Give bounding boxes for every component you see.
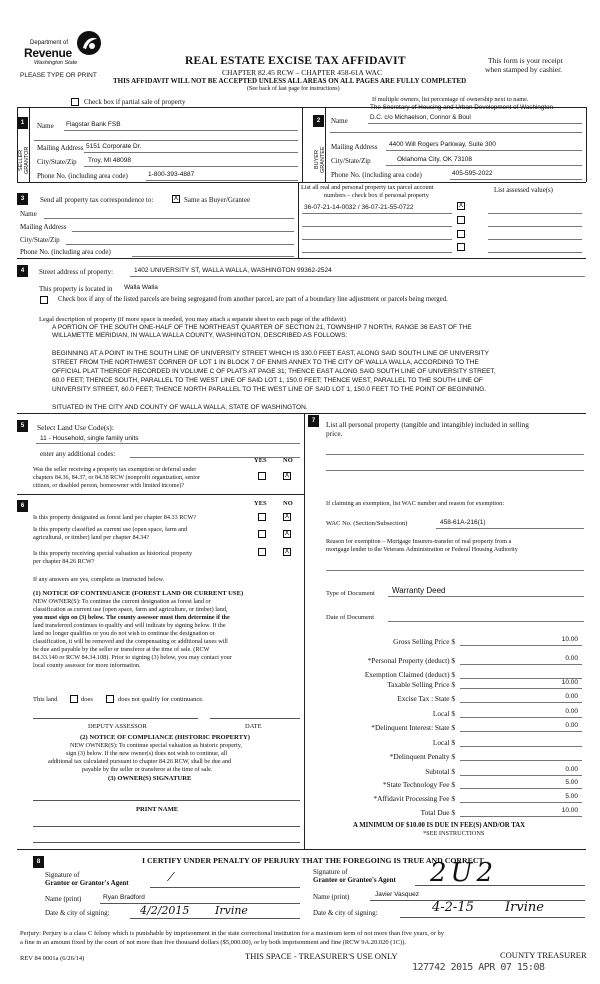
same-as-buyer-checkbox[interactable]: X: [173, 195, 179, 202]
if-yes-note: If any answers are yes, complete as instructed below.: [33, 576, 165, 583]
print-name-label: PRINT NAME: [136, 806, 179, 813]
fee-value[interactable]: 0.00: [565, 693, 578, 700]
fee-label: Total Due $: [420, 808, 455, 817]
grantee-name[interactable]: Javier Vasquez: [375, 891, 419, 898]
grantee-date-label: Date & city of signing:: [313, 909, 378, 917]
does-not-checkbox[interactable]: [106, 695, 114, 703]
parcel-1-checkbox[interactable]: X: [458, 202, 464, 209]
legal-line8: SITUATED IN THE CITY AND COUNTY OF WALLA WALLA, STATE OF WASHINGTON.: [52, 404, 308, 411]
fee-value[interactable]: 10.00: [561, 636, 578, 643]
wac-label: WAC No. (Section/Subsection): [326, 520, 408, 527]
fee-label: Excise Tax : State $: [397, 694, 455, 703]
reason-line2: mortgage lender to the Veterans Administration or Federal Housing Authority: [326, 546, 518, 553]
grantor-name[interactable]: Ryan Bradford: [103, 894, 145, 901]
grantee-city[interactable]: Irvine: [505, 900, 544, 915]
fee-line: [460, 664, 582, 665]
s5-no-header: NO: [283, 457, 293, 464]
this-land-label: This land: [33, 696, 58, 703]
personal-property-label: List all personal property (tangible and intangible) included in selling: [326, 420, 529, 429]
section-8-number: 8: [33, 856, 44, 868]
notice1-line7: be due and payable by the seller or transferor at the time of sale. (RCW: [33, 646, 210, 653]
s6-no-header: NO: [283, 500, 293, 507]
s3-address-label: Mailing Address: [20, 223, 67, 231]
legal-line7: UNIVERSITY STREET, 60.0 FEET; THENCE NORTH PARALLEL TO THE WEST LINE OF SAID LOT 1, 150.0 FEET TO THE POINT OF BEGINNING.: [52, 386, 487, 393]
wac-number[interactable]: 458-61A-216(1): [440, 519, 486, 526]
does-not-label: does not qualify for continuance.: [118, 696, 204, 703]
buyer-address[interactable]: 4400 Will Rogers Parkway, Suite 300: [389, 141, 496, 148]
fee-label: Local $: [432, 738, 455, 747]
fee-line: [460, 746, 582, 747]
current-use-no-checkbox[interactable]: X: [284, 530, 290, 537]
fee-label: *Delinquent Penalty $: [389, 752, 455, 761]
section-7-number: 7: [308, 415, 319, 427]
fee-line: [460, 688, 582, 689]
s6-yes-header: YES: [254, 500, 267, 507]
segregated-checkbox[interactable]: [40, 296, 48, 304]
grantee-sig-label1: Signature of: [313, 868, 348, 876]
seller-name[interactable]: Flagstar Bank FSB: [66, 121, 121, 128]
section-5-number: 5: [17, 420, 28, 432]
grantee-name-label: Name (print): [313, 893, 350, 901]
located-in[interactable]: Walla Walla: [124, 284, 158, 291]
fee-line: [460, 775, 582, 776]
reason-line1: Reason for exemption – Mortgage Insurers-transfer of real property from a: [326, 538, 512, 545]
minimum-due-note: A MINIMUM OF $10.00 IS DUE IN FEE(S) AND/OR TAX: [353, 822, 526, 829]
fee-line: [460, 760, 582, 761]
grantee-signature[interactable]: 2U2: [430, 858, 497, 888]
buyer-phone-label: Phone No. (including area code): [331, 171, 422, 179]
q-forest: Is this property designated as forest land per chapter 84.33 RCW?: [33, 514, 197, 521]
section-6-number: 6: [17, 500, 28, 512]
legal-line6: 60.0 FEET; THENCE SOUTH, PARALLEL TO THE WEST LINE OF SAID LOT 1, 150.0 FEET; THENCE WEST, PARALLEL TO THE SOUTH LINE OF: [52, 377, 483, 384]
fee-value[interactable]: 0.00: [565, 708, 578, 715]
notice1-line2: classification as current use (open space, farm and agriculture, or timber) land,: [33, 606, 228, 613]
fee-value[interactable]: 10.00: [561, 807, 578, 814]
does-label: does: [81, 696, 93, 703]
parcel-header-line2: numbers – check box if personal property: [324, 192, 429, 199]
exempt-q-line2: chapters 84.36, 84.37, or 84.38 RCW (nonprofit organization, senior: [33, 475, 200, 481]
seller-address-label: Mailing Address: [37, 144, 84, 152]
buyer-name-line1[interactable]: The Secretary of Housing and Urban Development of Washington: [370, 104, 554, 111]
buyer-city-label: City/State/Zip: [331, 157, 371, 165]
notice2-line4: payable by the seller or transferor at the time of sale.: [82, 766, 213, 773]
notice-line: THIS AFFIDAVIT WILL NOT BE ACCEPTED UNLESS ALL AREAS ON ALL PAGES ARE FULLY COMPLETED: [113, 77, 467, 85]
chapter-line: CHAPTER 82.45 RCW – CHAPTER 458-61A WAC: [222, 68, 382, 77]
legal-line4: STREET FROM THE NORTHWEST CORNER OF LOT 1 IN BLOCK 7 OF ENNIS ANNEX TO THE CITY OF WALLA WALLA, ACCORDING TO THE: [52, 359, 479, 366]
grantor-date[interactable]: 4/2/2015: [140, 904, 190, 917]
dept-line3: Washington State: [34, 60, 78, 66]
fee-line: [460, 702, 582, 703]
land-use-code[interactable]: 11 - Household, single family units: [40, 435, 139, 442]
buyer-name-line2[interactable]: D.C. c/o Michaelson, Connor & Boul: [370, 114, 471, 121]
current-use-yes-checkbox[interactable]: [258, 530, 266, 538]
section-1-number: 1: [17, 117, 28, 129]
seller-city[interactable]: Troy, MI 48098: [88, 157, 131, 164]
fee-value[interactable]: 0.00: [565, 766, 578, 773]
fee-line: [460, 645, 582, 646]
additional-codes-label: enter any additional codes:: [40, 450, 116, 458]
exemption-claim-label: If claiming an exemption, list WAC number and reason for exemption:: [326, 500, 505, 507]
fee-line: [460, 816, 582, 817]
section-3-number: 3: [17, 193, 28, 205]
q-historic-1: Is this property receiving special valuation as historical property: [33, 550, 193, 557]
receipt-line1: This form is your receipt: [488, 56, 563, 65]
dept-line2: Revenue: [24, 46, 72, 60]
q-current-use-2: agricultural, or timber) land per chapter 84.34?: [33, 534, 150, 541]
buyer-side-label: BUYER GRANTEE: [314, 146, 326, 174]
legal-label: Legal description of property (if more space is needed, you may attach a separate sheet to each page of the affidavit): [39, 316, 346, 323]
seller-phone[interactable]: 1-800-393-4887: [148, 171, 195, 178]
parcel-2-checkbox[interactable]: [457, 216, 465, 224]
does-checkbox[interactable]: [70, 695, 78, 703]
notice1-line3: you must sign on (3) below. The county assessor must then determine if the: [33, 614, 230, 621]
form-title: REAL ESTATE EXCISE TAX AFFIDAVIT: [185, 55, 406, 67]
dept-line1: Department of: [30, 40, 69, 46]
treasurer-use-label: THIS SPACE - TREASURER'S USE ONLY: [245, 951, 398, 961]
segregated-label: Check box if any of the listed parcels are being segregated from another parcel, are part of a boundary line adjustment or parcels being merged.: [58, 296, 448, 303]
located-label: This property is located in: [39, 285, 113, 293]
partial-sale-checkbox[interactable]: [71, 98, 79, 106]
land-use-label: Select Land Use Code(s):: [37, 423, 114, 432]
perjury-line1: Perjury: Perjury is a class C felony which is punishable by imprisonment in the state correctional institution for a maximum term of not more than five years, or by: [20, 930, 445, 937]
grantee-sig-label2: Grantee or Grantee's Agent: [313, 876, 396, 884]
fee-line: [460, 717, 582, 718]
exempt-q-line1: Was the seller receiving a property tax exemption or deferral under: [33, 467, 197, 473]
parcel-1[interactable]: 36-07-21-14-0032 / 36-07-21-55-0722: [304, 204, 414, 211]
fee-value[interactable]: 10.00: [561, 679, 578, 686]
notice2-line1: NEW OWNER(S): To continue special valuation as historic property,: [70, 742, 242, 749]
historic-yes-checkbox[interactable]: [258, 548, 266, 556]
grantor-city[interactable]: Irvine: [215, 904, 248, 917]
fee-label: Subtotal $: [425, 767, 455, 776]
notice1-line6: classification, it will be removed and the compensating or additional taxes will: [33, 638, 228, 645]
fee-line: [460, 788, 582, 789]
fee-label: *State Technology Fee $: [382, 780, 455, 789]
legal-line5: OFFICIAL PLAT THEREOF RECORDED IN VOLUME C OF PLATS AT PAGE 31; THENCE EAST ALONG SAID SOUTH LINE OF UNIVERSITY STREET,: [52, 368, 496, 375]
parcel-header-line1: List all real and personal property tax parcel account: [301, 184, 434, 191]
same-as-buyer-label: Same as Buyer/Grantee: [184, 196, 251, 204]
buyer-address-label: Mailing Address: [331, 143, 378, 151]
fee-value[interactable]: 5.00: [565, 793, 578, 800]
dor-logo: [24, 30, 104, 72]
grantor-sig-label2: Grantor or Grantor's Agent: [45, 879, 129, 887]
fee-label: *Affidavit Processing Fee $: [373, 794, 455, 803]
notice1-line4: land transferred continues to qualify and will indicate by signing below. If the: [33, 622, 226, 629]
fee-label: Gross Selling Price $: [393, 637, 455, 646]
seller-side-label: SELLER GRANTOR: [18, 146, 30, 174]
street-address[interactable]: 1402 UNIVERSITY ST, WALLA WALLA, WASHINGTON 99362-2524: [134, 267, 332, 274]
fee-label: Taxable Selling Price $: [387, 680, 455, 689]
personal-property-label2: price.: [326, 429, 343, 438]
parcel-4-checkbox[interactable]: [457, 243, 465, 251]
fee-label: Local $: [432, 709, 455, 718]
county-treasurer-label: COUNTY TREASURER: [500, 950, 587, 960]
legal-line3: BEGINNING AT A POINT IN THE SOUTH LINE OF UNIVERSITY STREET WHICH IS 330.0 FEET EAST, ALONG SAID SOUTH LINE OF UNIVERSITY: [52, 350, 489, 357]
doc-type[interactable]: Warranty Deed: [392, 586, 446, 595]
historic-no-checkbox[interactable]: X: [284, 548, 290, 555]
notice1-line9: local county assessor for more information.: [33, 662, 141, 669]
see-instructions: *SEE INSTRUCTIONS: [423, 830, 485, 837]
s5-yes-header: YES: [254, 457, 267, 464]
grantee-date[interactable]: 4-2-15: [432, 900, 474, 915]
buyer-phone[interactable]: 405-595-2022: [452, 170, 493, 177]
fee-label: *Delinquent Interest: State $: [371, 723, 455, 732]
see-back: (See back of last page for instructions): [247, 86, 340, 92]
buyer-city[interactable]: Oklahoma City, OK 73108: [397, 156, 473, 163]
treasurer-stamp: 127742 2015 APR 07 15:08: [412, 962, 545, 973]
send-correspondence-label: Send all property tax correspondence to:: [40, 196, 154, 204]
fee-value[interactable]: 0.00: [565, 655, 578, 662]
buyer-name-label: Name: [331, 117, 348, 125]
fee-value[interactable]: 0.00: [565, 722, 578, 729]
forest-no-checkbox[interactable]: X: [284, 513, 290, 520]
exempt-q-line3: citizen, or disabled person, homeowner with limited income)?: [33, 483, 185, 489]
parcel-3-checkbox[interactable]: [457, 230, 465, 238]
notice1-line1: NEW OWNER(S): To continue the current designation as forest land or: [33, 598, 211, 605]
notice2-title: (2) NOTICE OF COMPLIANCE (HISTORIC PROPERTY): [80, 734, 250, 741]
dor-logo-icon: [76, 30, 102, 56]
fee-label: *Personal Property (deduct) $: [367, 656, 455, 665]
s3-name-label: Name: [20, 210, 37, 218]
assessed-header: List assessed value(s): [494, 187, 553, 194]
seller-address[interactable]: 5151 Corporate Dr.: [86, 143, 142, 150]
partial-sale-label: Check box if partial sale of property: [84, 98, 186, 106]
section-2-number: 2: [313, 115, 324, 127]
grantor-signature[interactable]: ⁄: [170, 870, 173, 884]
s3-phone-label: Phone No. (including area code): [20, 248, 111, 256]
receipt-line2: when stamped by cashier.: [485, 65, 563, 74]
street-address-label: Street address of property:: [39, 268, 114, 276]
notice3-title: (3) OWNER(S) SIGNATURE: [108, 775, 192, 782]
q-current-use-1: Is this property classified as current use (open space, farm and: [33, 526, 188, 533]
notice1-title: (1) NOTICE OF CONTINUANCE (FOREST LAND OR CURRENT USE): [33, 590, 244, 597]
exempt-no-checkbox[interactable]: X: [284, 472, 290, 479]
grantor-name-label: Name (print): [45, 895, 82, 903]
grantor-sig-label1: Signature of: [45, 871, 80, 879]
notice1-line8: 84.33.140 or RCW 84.34.108). Prior to signing (3) below, you may contact your: [33, 654, 232, 661]
perjury-line2: a fine in an amount fixed by the court of not more than five thousand dollars ($5,000.00), or by both imprisonment and fine (RCW 9A.20.020 (1C)).: [20, 939, 407, 946]
certify-statement: I CERTIFY UNDER PENALTY OF PERJURY THAT THE FOREGOING IS TRUE AND CORRECT.: [142, 856, 486, 865]
seller-phone-label: Phone No. (including area code): [37, 172, 128, 180]
date-label: DATE: [245, 723, 262, 730]
multiple-owners-note: If multiple owners, list percentage of ownership next to name.: [372, 96, 529, 103]
please-type: PLEASE TYPE OR PRINT: [20, 72, 97, 79]
legal-line1: A PORTION OF THE SOUTH ONE-HALF OF THE NORTHEAST QUARTER OF SECTION 21, TOWNSHIP 7 NORTH, RANGE 36 EAST OF THE: [52, 324, 472, 331]
fee-line: [460, 731, 582, 732]
notice2-line3: additional tax calculated pursuant to chapter 84.26 RCW, shall be due and: [48, 758, 232, 765]
deputy-assessor-label: DEPUTY ASSESSOR: [88, 723, 147, 730]
q-historic-2: per chapter 84.26 RCW?: [33, 558, 95, 565]
grantor-date-label: Date & city of signing:: [45, 909, 110, 917]
seller-city-label: City/State/Zip: [37, 158, 77, 166]
doc-date-label: Date of Document: [326, 614, 375, 621]
seller-name-label: Name: [37, 122, 54, 130]
doc-type-label: Type of Document: [326, 590, 375, 597]
notice1-line5: land no longer qualifies or you do not wish to continue the designation or: [33, 630, 215, 637]
section-4-number: 4: [17, 265, 28, 277]
fee-label: Exemption Claimed (deduct) $: [364, 670, 455, 679]
s3-city-label: City/State/Zip: [20, 236, 60, 244]
exempt-yes-checkbox[interactable]: [258, 472, 266, 480]
notice2-line2: sign (3) below. If the new owner(s) does not wish to continue, all: [66, 750, 228, 757]
forest-yes-checkbox[interactable]: [258, 513, 266, 521]
fee-line: [460, 802, 582, 803]
form-revision: REV 84 0001a (6/26/14): [20, 955, 85, 962]
fee-value[interactable]: 5.00: [565, 779, 578, 786]
legal-line2: WILLAMETTE MERIDIAN, IN WALLA WALLA COUNTY, WASHINGTON, DESCRIBED AS FOLLOWS:: [52, 332, 348, 339]
